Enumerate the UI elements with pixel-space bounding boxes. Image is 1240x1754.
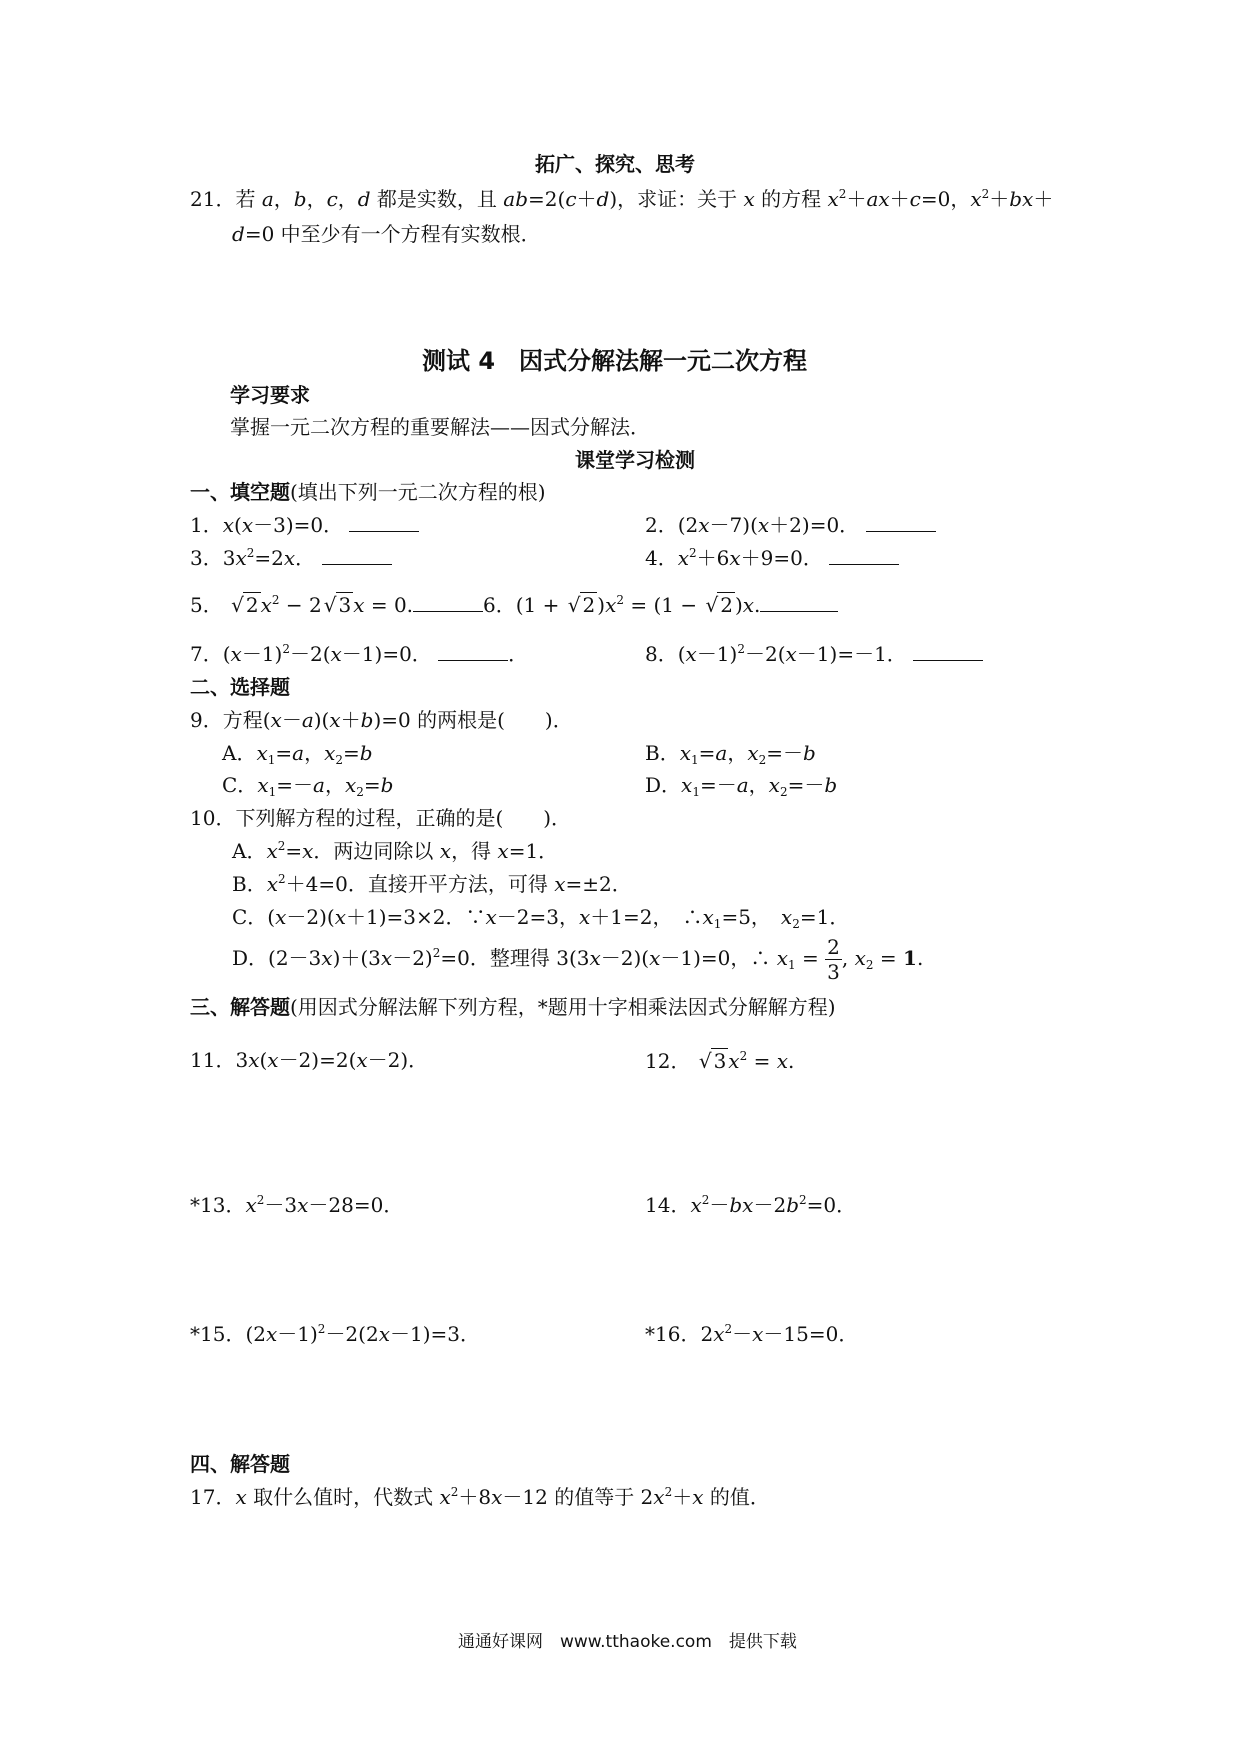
question-16: *16．$2x^2-x-15=0$． <box>645 1322 859 1346</box>
fraction-two-thirds: $\frac{2}{3}$ <box>827 935 840 984</box>
requirement-text: 掌握一元二次方程的重要解法——因式分解法． <box>230 415 650 439</box>
classroom-heading: 课堂学习检测 <box>575 448 695 472</box>
answer-blank[interactable] <box>438 642 508 661</box>
q10-option-d[interactable]: D．$(2-3x)+(3x-2)^2=0$．整理得 3(3x－2)(x－1)=0，∴ $x_1$ = $\frac{2}{3}$ , $x_2 = 1$. <box>232 935 924 984</box>
section1-heading-note: (填出下列一元二次方程的根) <box>290 480 546 504</box>
question-5-6: 5． √ 2 $x^2 - 2√$ 3 x = 0. 6．(1 + √ 2 )$x^2 = (1$ − √ 2 )x. <box>190 592 838 617</box>
question-21-line1: 21．若 a，b，c，d 都是实数，且 ab=2(c＋d)，求证：关于 x 的方程 $x^2+ax+c=0$，$x^2+bx+$ <box>190 187 1054 211</box>
q9-option-b[interactable]: B．$x_1=a$，$x_2=-b$ <box>645 741 816 767</box>
question-14: 14．$x^2-bx-2b^2=0$． <box>645 1193 857 1217</box>
section3-heading-label: 三、解答题 <box>190 995 290 1019</box>
q10-option-c[interactable]: C．(x－2)(x＋1)=3×2．∵x－2=3，x＋1=2， $\therefore x_1=5$， $x_2=1$． <box>232 905 850 931</box>
answer-blank[interactable] <box>829 546 899 565</box>
question-9: 9．方程(x－a)(x＋b)=0 的两根是( )． <box>190 708 573 732</box>
requirement-heading: 学习要求 <box>230 383 310 407</box>
section4-heading: 四、解答题 <box>190 1452 290 1476</box>
question-11: 11．3x(x－2)=2(x－2)． <box>190 1048 429 1072</box>
question-12: 12． √ 3 $x^2 = x$. <box>645 1048 794 1073</box>
question-4: 4．$x^2+6x+9=0$． <box>645 546 899 570</box>
answer-blank[interactable] <box>322 546 392 565</box>
section3-heading <box>190 995 836 1019</box>
question-2: 2．(2x－7)(x＋2)=0． <box>645 513 936 537</box>
answer-blank[interactable] <box>760 593 838 612</box>
test-title: 测试 4 因式分解法解一元二次方程 <box>422 347 808 375</box>
question-8: 8．$(x-1)^2-2(x-1)=-1$． <box>645 642 983 666</box>
section1-heading <box>190 480 546 504</box>
answer-blank[interactable] <box>413 593 483 612</box>
question-17: 17．x 取什么值时，代数式 $x^2+8x-12$ 的值等于 $2x^2+x$ 的值． <box>190 1485 770 1509</box>
q9-option-c[interactable]: C．$x_1=-a$，$x_2=b$ <box>222 773 394 799</box>
question-13: *13．$x^2-3x-28=0$． <box>190 1193 404 1217</box>
q9-option-a[interactable]: A．$x_1=a$，$x_2=b$ <box>222 741 373 767</box>
question-3: 3．$3x^2=2x$． <box>190 546 392 570</box>
section-title-extension: 拓广、探究、思考 <box>535 152 695 176</box>
answer-blank[interactable] <box>349 513 419 532</box>
section2-heading: 二、选择题 <box>190 675 290 699</box>
question-7: 7．$(x-1)^2-2(x-1)=0$． ． <box>190 642 529 666</box>
footer-text: 通通好课网 www.tthaoke.com 提供下载 <box>458 1632 797 1652</box>
question-1: 1．x(x－3)=0． <box>190 513 419 537</box>
q10-option-b[interactable]: B．$x^2+4=0$．直接开平方法，可得 x=±2． <box>232 872 632 896</box>
question-10: 10．下列解方程的过程，正确的是( )． <box>190 806 572 830</box>
q10-option-a[interactable]: A．$x^2=x$．两边同除以 x，得 x=1． <box>232 839 559 863</box>
answer-blank[interactable] <box>866 513 936 532</box>
q9-option-d[interactable]: D．$x_1=-a$，$x_2=-b$ <box>645 773 838 799</box>
question-21-line2: d=0 中至少有一个方程有实数根． <box>232 222 541 246</box>
question-15: *15．$(2x-1)^2-2(2x-1)=3$． <box>190 1322 480 1346</box>
section3-heading-note: (用因式分解法解下列方程，*题用十字相乘法因式分解解方程) <box>290 995 836 1019</box>
answer-blank[interactable] <box>913 642 983 661</box>
section1-heading-label: 一、填空题 <box>190 480 290 504</box>
